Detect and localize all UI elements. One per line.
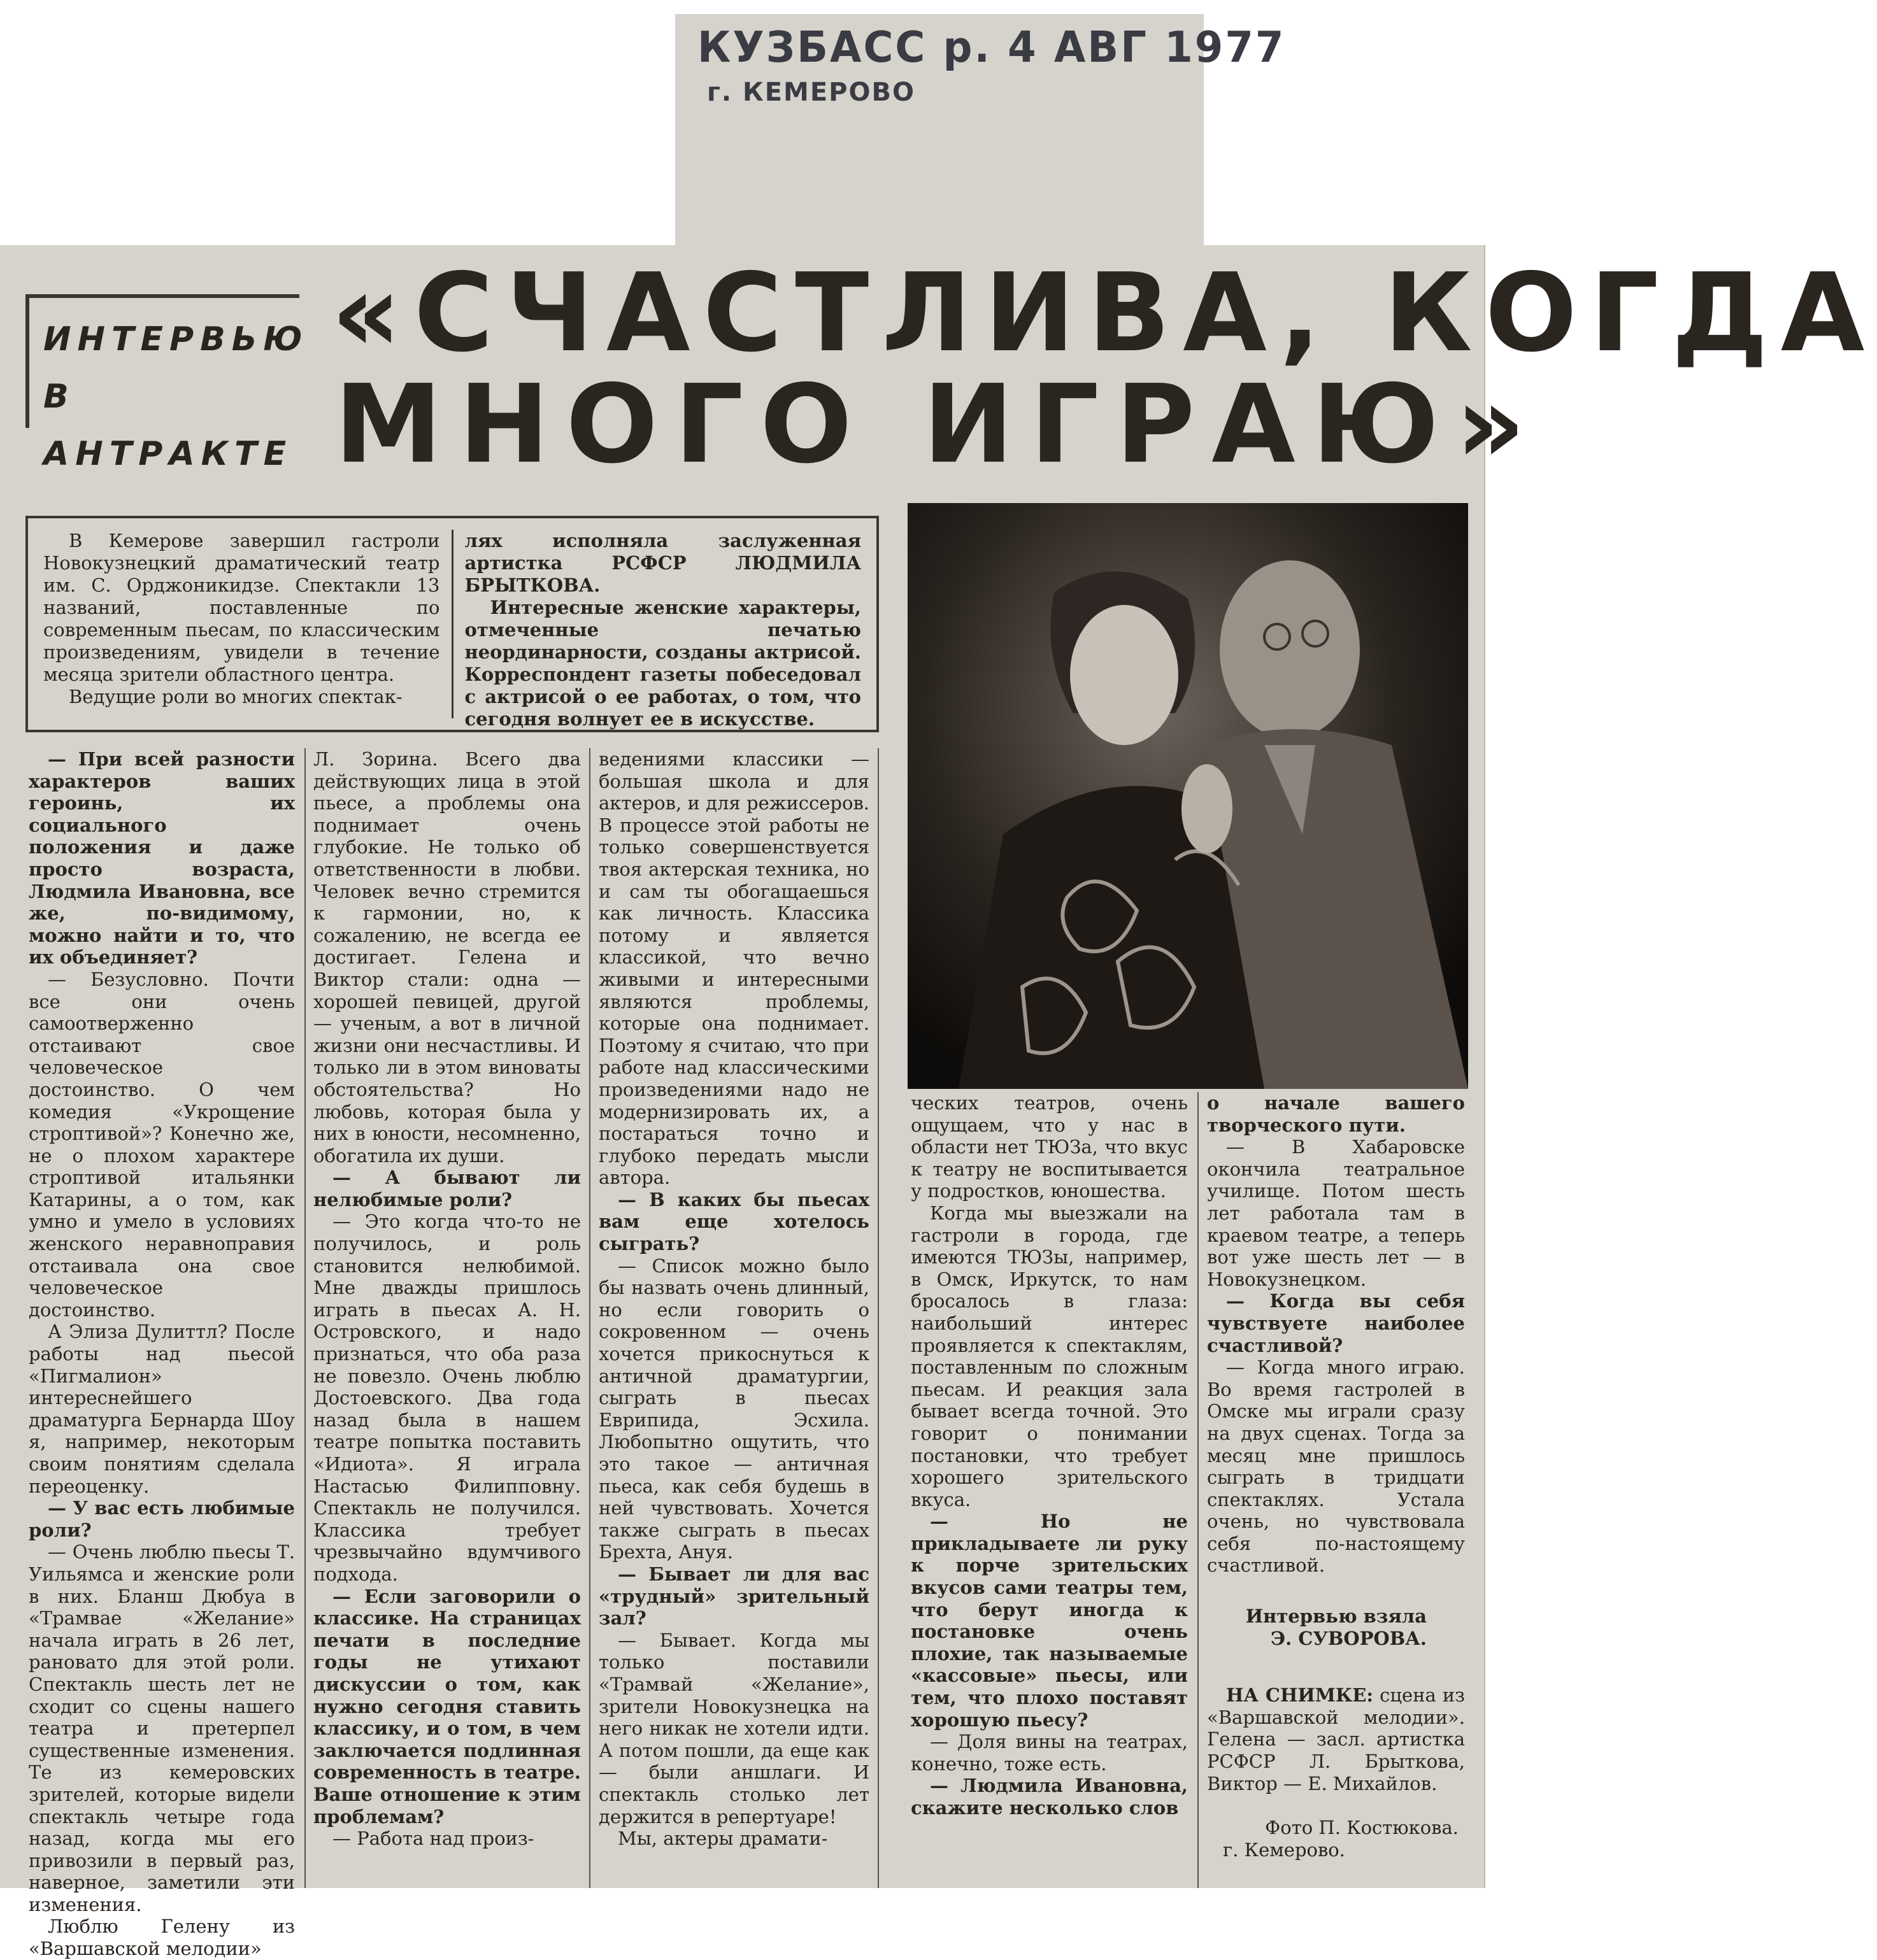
stamp-line-2: г. КЕМЕРОВО (707, 78, 915, 107)
column-paragraph: — Это когда что-то не получилось, и роль становится нелюбимой. Мне дважды пришлось играть в пьесах А. Н. Островского, и надо признаться, что оба раза не повезло. Очень люблю Достоевского. Два года назад была в нашем театре попытка поставить «Идиота». Я играла Настасью Филипповну. Спектакль не получился. Классика требует чрезвычайно вдумчивого подхода. (313, 1211, 581, 1585)
headline-line-2: МНОГО ИГРАЮ» (334, 362, 1543, 488)
stage-photo-image (908, 503, 1468, 1089)
column-paragraph: — А бывают ли нелюбимые роли? (313, 1167, 581, 1211)
newspaper-stamp (697, 24, 1285, 107)
stage-photo (908, 503, 1468, 1089)
column-paragraph: — Безусловно. Почти все они очень самоотверженно отстаивают свое человеческое достоинство. О чем комедия «Укрощение строптивой»? Конечно же, не о плохом характере строптивой итальянки Катарины, а о том, как умно и умело в условиях женского неравноправия отстаивала она свое человеческое достоинство. (29, 968, 295, 1321)
column-paragraph: — У вас есть любимые роли? (29, 1497, 295, 1541)
column-paragraph: А Элиза Дулиттл? После работы над пьесой «Пигмалион» интереснейшего драматурга Бернарда Шоу я, например, некоторым своим понятиям сделала переоценку. (29, 1321, 295, 1497)
column-rule (878, 748, 879, 1888)
column-paragraph: — Но не прикладываете ли руку к порче зрительских вкусов сами театры тем, что берут иногда к постановке очень плохие, так называемые «кассовые» пьесы, или тем, что плохо поставят хорошую пьесу? (911, 1510, 1188, 1731)
column-paragraph: о начале вашего творческого пути. (1207, 1092, 1465, 1136)
column-paragraph: — Очень люблю пьесы Т. Уильямса и женские роли в них. Бланш Дюбуа в «Трамвае «Желание» начала играть в 26 лет, рановато для этой роли. Спектакль шесть лет не сходит со сцены нашего театра и претерпел существенные изменения. Те из кемеровских зрителей, которые видели спектакль четыре года назад, когда мы его привозили в первый раз, наверное, заметили эти изменения. (29, 1541, 295, 1915)
lead-paragraph: лях исполняла заслуженная артистка РСФСР ЛЮДМИЛА БРЫТКОВА. (464, 530, 861, 596)
column-3 (599, 748, 869, 1850)
column-2 (313, 748, 581, 1850)
column-paragraph: Люблю Гелену из «Варшавской мелодии» (29, 1915, 295, 1960)
lead-divider (452, 530, 453, 718)
column-paragraph: — При всей разности характеров ваших героинь, их социального положения и даже просто возраста, Людмила Ивановна, все же, по-видимому, можно найти и то, что их объединяет? (29, 748, 295, 969)
lead-paragraph: В Кемерове завершил гастроли Новокузнецкий драматический театр им. С. Орджоникидзе. Спектакли 13 названий, поставленные по современным пьесам, по классическим произведениям, увидели в течение месяца зрители областного центра. (43, 530, 440, 685)
lead-right (464, 530, 862, 730)
column-paragraph: — Доля вины на театрах, конечно, тоже есть. (911, 1731, 1188, 1775)
caption-label: НА СНИМКЕ: (1226, 1684, 1374, 1707)
column-4 (911, 1092, 1188, 1819)
column-paragraph: — Бывает ли для вас «трудный» зрительный зал? (599, 1563, 869, 1630)
lead-paragraph: Интересные женские характеры, отмеченные печатью неординарности, созданы актрисой. Корреспондент газеты побеседовал с актрисой о ее работах, о том, что сегодня волнует ее в искусстве. (464, 597, 861, 730)
column-rule (589, 748, 590, 1888)
rubric-line-2: В АНТРАКТЕ (43, 378, 293, 473)
photo-credit-line-1: Фото П. Костюкова. (1265, 1817, 1459, 1839)
interview-signature (1207, 1605, 1465, 1649)
column-1 (29, 748, 295, 1960)
photo-credit (1207, 1817, 1465, 1861)
headline-line-1: «СЧАСТЛИВА, КОГДА (331, 250, 1877, 376)
column-paragraph: — В каких бы пьесах вам еще хотелось сыграть? (599, 1188, 869, 1255)
rubric-line-1: ИНТЕРВЬЮ (43, 320, 309, 359)
column-paragraph: — Если заговорили о классике. На страницах печати в последние годы не утихают дискуссии о том, как нужно сегодня ставить классику, и о том, в чем заключается подлинная современность в театре. Ваше отношение к этим проблемам? (313, 1585, 581, 1828)
signature-line-1: Интервью взяла (1245, 1605, 1427, 1628)
column-5 (1207, 1092, 1465, 1861)
signature-line-2: Э. СУВОРОВА. (1271, 1627, 1427, 1649)
column-paragraph: Когда мы выезжали на гастроли в города, где имеются ТЮЗы, например, в Омск, Иркутск, то нам бросалось в глаза: наибольший интерес проявляется к спектаклям, поставленным по сложным пьесам. И реакция зала бывает всегда точной. Это говорит о понимании постановки, что требует хорошего зрительского вкуса. (911, 1202, 1188, 1510)
column-paragraph: — Работа над произ- (332, 1828, 534, 1850)
column-paragraph: — Список можно было бы назвать очень длинный, но если говорить о сокровенном — очень хочется прикоснуться к античной драматургии, сыграть в пьесах Еврипида, Эсхила. Любопытно ощутить, что это такое — античная пьеса, как себя будешь в ней чувствовать. Хочется также сыграть в пьесах Брехта, Ануя. (599, 1254, 869, 1563)
column-rule (304, 748, 306, 1888)
lead-box (25, 516, 879, 732)
rubric-box (25, 294, 309, 473)
photo-caption (1207, 1684, 1465, 1794)
column-paragraph: — Когда много играю. Во время гастролей в Омске мы играли сразу на двух сценах. Тогда за месяц мне пришлось сыграть в тридцати спектаклях. Устала очень, но чувствовала себя по-настоящему счастливой. (1207, 1356, 1465, 1577)
photo-credit-line-2: г. Кемерово. (1223, 1838, 1345, 1861)
column-rule (1197, 1092, 1199, 1888)
stamp-line-1: КУЗБАСС р. 4 АВГ 1977 (697, 23, 1286, 73)
column-paragraph: ведениями классики — большая школа и для актеров, и для режиссеров. В процессе этой работы не только совершенствуется твоя актерская техника, но и сам ты обогащаешься как личность. Классика потому и является классикой, что вечно живыми и интересными являются проблемы, которые она поднимает. Поэтому я считаю, что при работе над классическими произведениями надо не модернизировать их, а постараться точно и глубоко передать мысли автора. (599, 748, 869, 1189)
column-paragraph: ческих театров, очень ощущаем, что у нас в области нет ТЮЗа, что вкус к театру не воспитывается у подростков, юношества. (911, 1092, 1188, 1202)
column-paragraph: — Людмила Ивановна, скажите несколько слов (911, 1775, 1188, 1819)
column-paragraph: — Бывает. Когда мы только поставили «Трамвай «Желание», зрители Новокузнецка на него никак не хотели идти. А потом пошли, да еще как — были аншлаги. И спектакль столько лет держится в репертуаре! (599, 1629, 869, 1828)
lead-left (43, 530, 440, 718)
caption-text: сцена из «Варшавской мелодии». Гелена — засл. артистка РСФСР Л. Брыткова, Виктор — Е. Михайлов. (1207, 1684, 1465, 1794)
column-paragraph: Мы, актеры драмати- (618, 1828, 828, 1850)
lead-paragraph: Ведущие роли во многих спектак- (69, 686, 403, 707)
column-paragraph: Л. Зорина. Всего два действующих лица в этой пьесе, а проблемы она поднимает очень глубокие. Не только об ответственности в любви. Человек вечно стремится к гармонии, но, к сожалению, не всегда ее достигает. Гелена и Виктор стали: одна — хорошей певицей, другой — ученым, а вот в личной жизни они несчастливы. И только ли в этом виноваты обстоятельства? Но любовь, которая была у них в юности, несомненно, обогатила их души. (313, 748, 581, 1167)
column-paragraph: — Когда вы себя чувствуете наиболее счастливой? (1207, 1290, 1465, 1356)
column-paragraph: — В Хабаровске окончила театральное училище. Потом шесть лет работала там в краевом театре, а теперь вот уже шесть лет — в Новокузнецком. (1207, 1136, 1465, 1290)
headline (331, 250, 1877, 488)
